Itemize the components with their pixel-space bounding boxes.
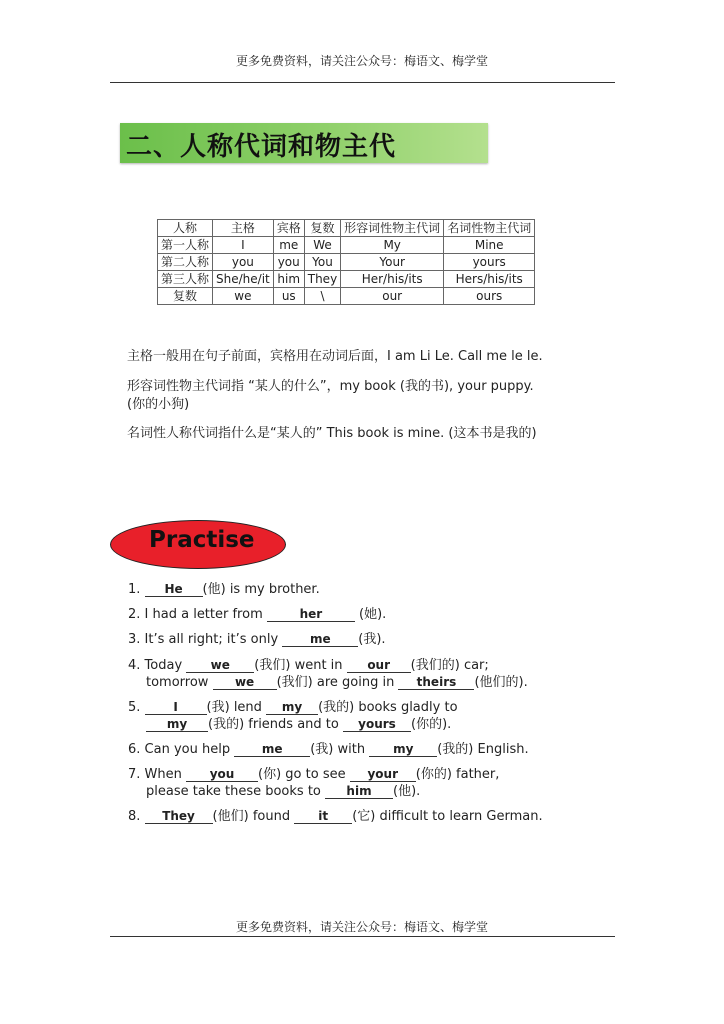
table-cell: You <box>304 254 340 271</box>
note-line: (你的小狗) <box>127 397 190 412</box>
header-divider <box>110 82 615 83</box>
exercise-number: 2. <box>128 607 141 622</box>
table-header-cell: 形容词性物主代词 <box>341 220 444 237</box>
answer-blank: I <box>145 701 207 715</box>
exercise-5-line-2 <box>146 713 451 732</box>
practise-label: Practise <box>149 527 255 553</box>
exercise-3 <box>128 628 386 647</box>
exercise-text: (你的) father, <box>415 767 500 782</box>
exercise-text: It’s all right; it’s only <box>144 632 279 647</box>
answer-blank: my <box>266 701 318 715</box>
exercise-text: (我) with <box>310 742 366 757</box>
practise-label-badge <box>110 520 286 569</box>
table-cell: you <box>273 254 304 271</box>
answer-blank: my <box>369 743 437 757</box>
table-cell: Mine <box>444 237 535 254</box>
exercise-4-line-2 <box>146 671 528 690</box>
table-cell: Hers/his/its <box>444 271 535 288</box>
table-row <box>158 271 535 288</box>
exercise-text: (他) is my brother. <box>202 582 320 597</box>
table-cell: I <box>213 237 274 254</box>
exercise-number: 6. <box>128 742 141 757</box>
exercise-1 <box>128 578 320 597</box>
table-header-cell: 复数 <box>304 220 340 237</box>
exercise-number: 7. <box>128 767 141 782</box>
table-row <box>158 237 535 254</box>
table-cell: She/he/it <box>213 271 274 288</box>
answer-blank: your <box>350 768 416 782</box>
answer-blank: theirs <box>398 676 474 690</box>
table-row <box>158 288 535 305</box>
table-header-row <box>158 220 535 237</box>
answer-blank: him <box>325 785 393 799</box>
exercise-number: 3. <box>128 632 141 647</box>
table-cell: him <box>273 271 304 288</box>
table-cell: us <box>273 288 304 305</box>
exercise-number: 1. <box>128 582 141 597</box>
pronoun-table <box>157 219 535 305</box>
table-cell: Your <box>341 254 444 271</box>
table-cell: 第一人称 <box>158 237 213 254</box>
note-line: 名词性人称代词指什么是“某人的” This book is mine. (这本书是我的) <box>127 426 537 441</box>
exercise-text: (我们) went in <box>254 658 343 673</box>
answer-blank: we <box>186 659 254 673</box>
table-cell: we <box>213 288 274 305</box>
exercise-text: (我们的) car; <box>410 658 489 673</box>
table-cell: 第三人称 <box>158 271 213 288</box>
table-header-cell: 宾格 <box>273 220 304 237</box>
note-line: 主格一般用在句子前面，宾格用在动词后面，I am Li Le. Call me le le. <box>127 349 543 364</box>
exercise-text: (他). <box>393 784 421 799</box>
page-footer: 更多免费资料，请关注公众号：梅语文、梅学堂 <box>235 920 488 934</box>
exercise-number: 4. <box>128 658 141 673</box>
footer-divider <box>110 936 615 937</box>
answer-blank: it <box>294 810 352 824</box>
answer-blank: They <box>145 810 213 824</box>
exercise-text: (它) difficult to learn German. <box>352 809 543 824</box>
table-cell: 复数 <box>158 288 213 305</box>
exercise-text: (我们) are going in <box>276 675 395 690</box>
exercise-number: 8. <box>128 809 141 824</box>
exercise-text: (我的) English. <box>437 742 529 757</box>
answer-blank: we <box>213 676 277 690</box>
exercise-text: (我). <box>358 632 386 647</box>
table-cell: They <box>304 271 340 288</box>
table-header-cell: 人称 <box>158 220 213 237</box>
exercise-text: (他们的). <box>474 675 528 690</box>
note-line: 形容词性物主代词指 “某人的什么”，my book (我的书), your puppy. <box>127 379 534 394</box>
exercise-text: please take these books to <box>146 784 321 799</box>
answer-blank: me <box>234 743 310 757</box>
exercise-number: 5. <box>128 700 141 715</box>
exercise-8 <box>128 805 543 824</box>
exercise-text: I had a letter from <box>144 607 263 622</box>
exercise-text: (你的). <box>411 717 452 732</box>
table-cell: Her/his/its <box>341 271 444 288</box>
table-cell: \ <box>304 288 340 305</box>
answer-blank: yours <box>343 718 411 732</box>
answer-blank: our <box>347 659 411 673</box>
exercise-text: (你) go to see <box>258 767 346 782</box>
exercise-text: Today <box>144 658 183 673</box>
table-header-cell: 名词性物主代词 <box>444 220 535 237</box>
exercise-6 <box>128 738 529 757</box>
answer-blank: my <box>146 718 208 732</box>
exercise-7-line-2 <box>146 780 420 799</box>
exercise-text: (她). <box>359 607 387 622</box>
answer-blank: me <box>282 633 358 647</box>
table-cell: yours <box>444 254 535 271</box>
table-header-cell: 主格 <box>213 220 274 237</box>
table-cell: you <box>213 254 274 271</box>
answer-blank: you <box>186 768 258 782</box>
section-title-banner <box>120 123 488 163</box>
exercise-text: Can you help <box>144 742 231 757</box>
table-cell: ours <box>444 288 535 305</box>
exercise-text: (我的) friends and to <box>208 717 339 732</box>
answer-blank: her <box>267 608 355 622</box>
table-cell: me <box>273 237 304 254</box>
exercise-text: When <box>144 767 182 782</box>
section-title: 二、人称代词和物主代 <box>126 132 397 162</box>
table-cell: our <box>341 288 444 305</box>
exercise-text: (我的) books gladly to <box>318 700 458 715</box>
exercise-2 <box>128 603 386 622</box>
answer-blank: He <box>145 583 203 597</box>
page-header: 更多免费资料，请关注公众号：梅语文、梅学堂 <box>235 54 488 68</box>
table-row <box>158 254 535 271</box>
table-cell: 第二人称 <box>158 254 213 271</box>
table-cell: We <box>304 237 340 254</box>
exercise-text: (我) lend <box>206 700 262 715</box>
table-cell: My <box>341 237 444 254</box>
exercise-text: (他们) found <box>212 809 291 824</box>
exercise-text: tomorrow <box>146 675 209 690</box>
